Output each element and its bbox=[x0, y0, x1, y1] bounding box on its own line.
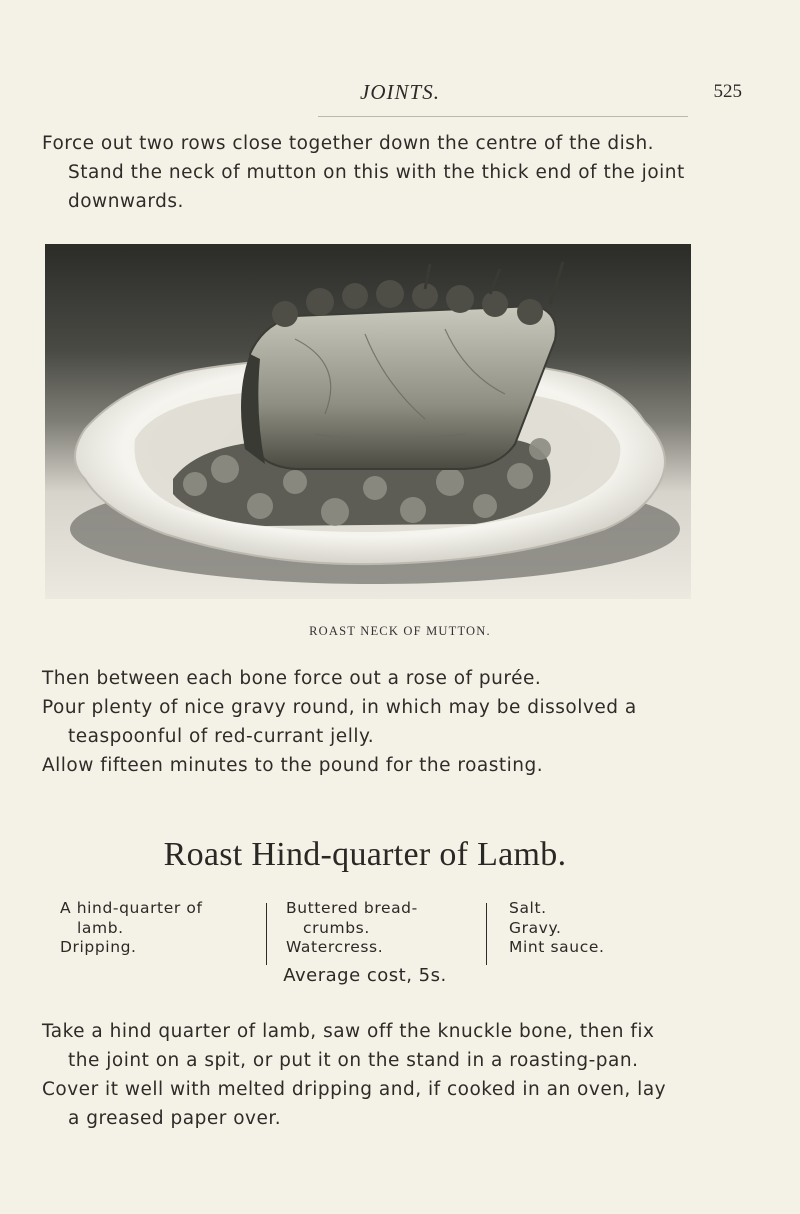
instruction-line: Take a hind quarter of lamb, saw off the knuckle bone, then fix bbox=[42, 1021, 655, 1042]
page-number: 525 bbox=[713, 81, 742, 102]
ingredient-item: crumbs. bbox=[303, 918, 370, 937]
method-line: teaspoonful of red-currant jelly. bbox=[68, 726, 375, 747]
method-line: Pour plenty of nice gravy round, in which may be dissolved a bbox=[42, 697, 637, 718]
ingredients-column bbox=[286, 899, 486, 958]
mutton-illustration bbox=[45, 244, 691, 599]
ingredient-item: Dripping. bbox=[60, 938, 137, 956]
ingredient-item: Gravy. bbox=[509, 918, 562, 937]
method-line: Then between each bone force out a rose of purée. bbox=[42, 668, 542, 689]
instructions-paragraph bbox=[42, 1017, 762, 1133]
illustration-svg bbox=[45, 244, 691, 599]
ingredients-column bbox=[509, 899, 669, 958]
column-divider bbox=[266, 903, 267, 965]
intro-line: Force out two rows close together down the centre of the dish. bbox=[42, 133, 655, 154]
intro-line: downwards. bbox=[68, 191, 184, 212]
ingredient-item: Buttered bread- bbox=[286, 899, 418, 917]
ingredient-item: A hind-quarter of bbox=[60, 899, 203, 917]
running-head bbox=[0, 80, 800, 108]
ingredient-item: Salt. bbox=[509, 899, 547, 917]
column-divider bbox=[486, 903, 487, 965]
ingredient-item: Mint sauce. bbox=[509, 938, 605, 956]
mutton-joint bbox=[250, 306, 556, 469]
instruction-line: a greased paper over. bbox=[68, 1108, 282, 1129]
average-cost: Average cost, 5s. bbox=[283, 965, 447, 986]
ingredient-item: Watercress. bbox=[286, 938, 384, 956]
illustration-caption: ROAST NECK OF MUTTON. bbox=[309, 624, 491, 638]
instruction-line: Cover it well with melted dripping and, if cooked in an oven, lay bbox=[42, 1079, 667, 1100]
ingredient-item: lamb. bbox=[77, 918, 124, 937]
recipe-title: Roast Hind-quarter of Lamb. bbox=[163, 836, 567, 873]
intro-line: Stand the neck of mutton on this with the thick end of the joint bbox=[68, 162, 685, 183]
instruction-line: the joint on a spit, or put it on the stand in a roasting-pan. bbox=[68, 1050, 639, 1071]
running-title: JOINTS. bbox=[360, 80, 440, 104]
header-rule bbox=[318, 116, 688, 117]
method-paragraph bbox=[42, 664, 762, 780]
method-line: Allow fifteen minutes to the pound for the roasting. bbox=[42, 755, 544, 776]
intro-paragraph bbox=[42, 129, 762, 216]
ingredients-column bbox=[60, 899, 255, 958]
